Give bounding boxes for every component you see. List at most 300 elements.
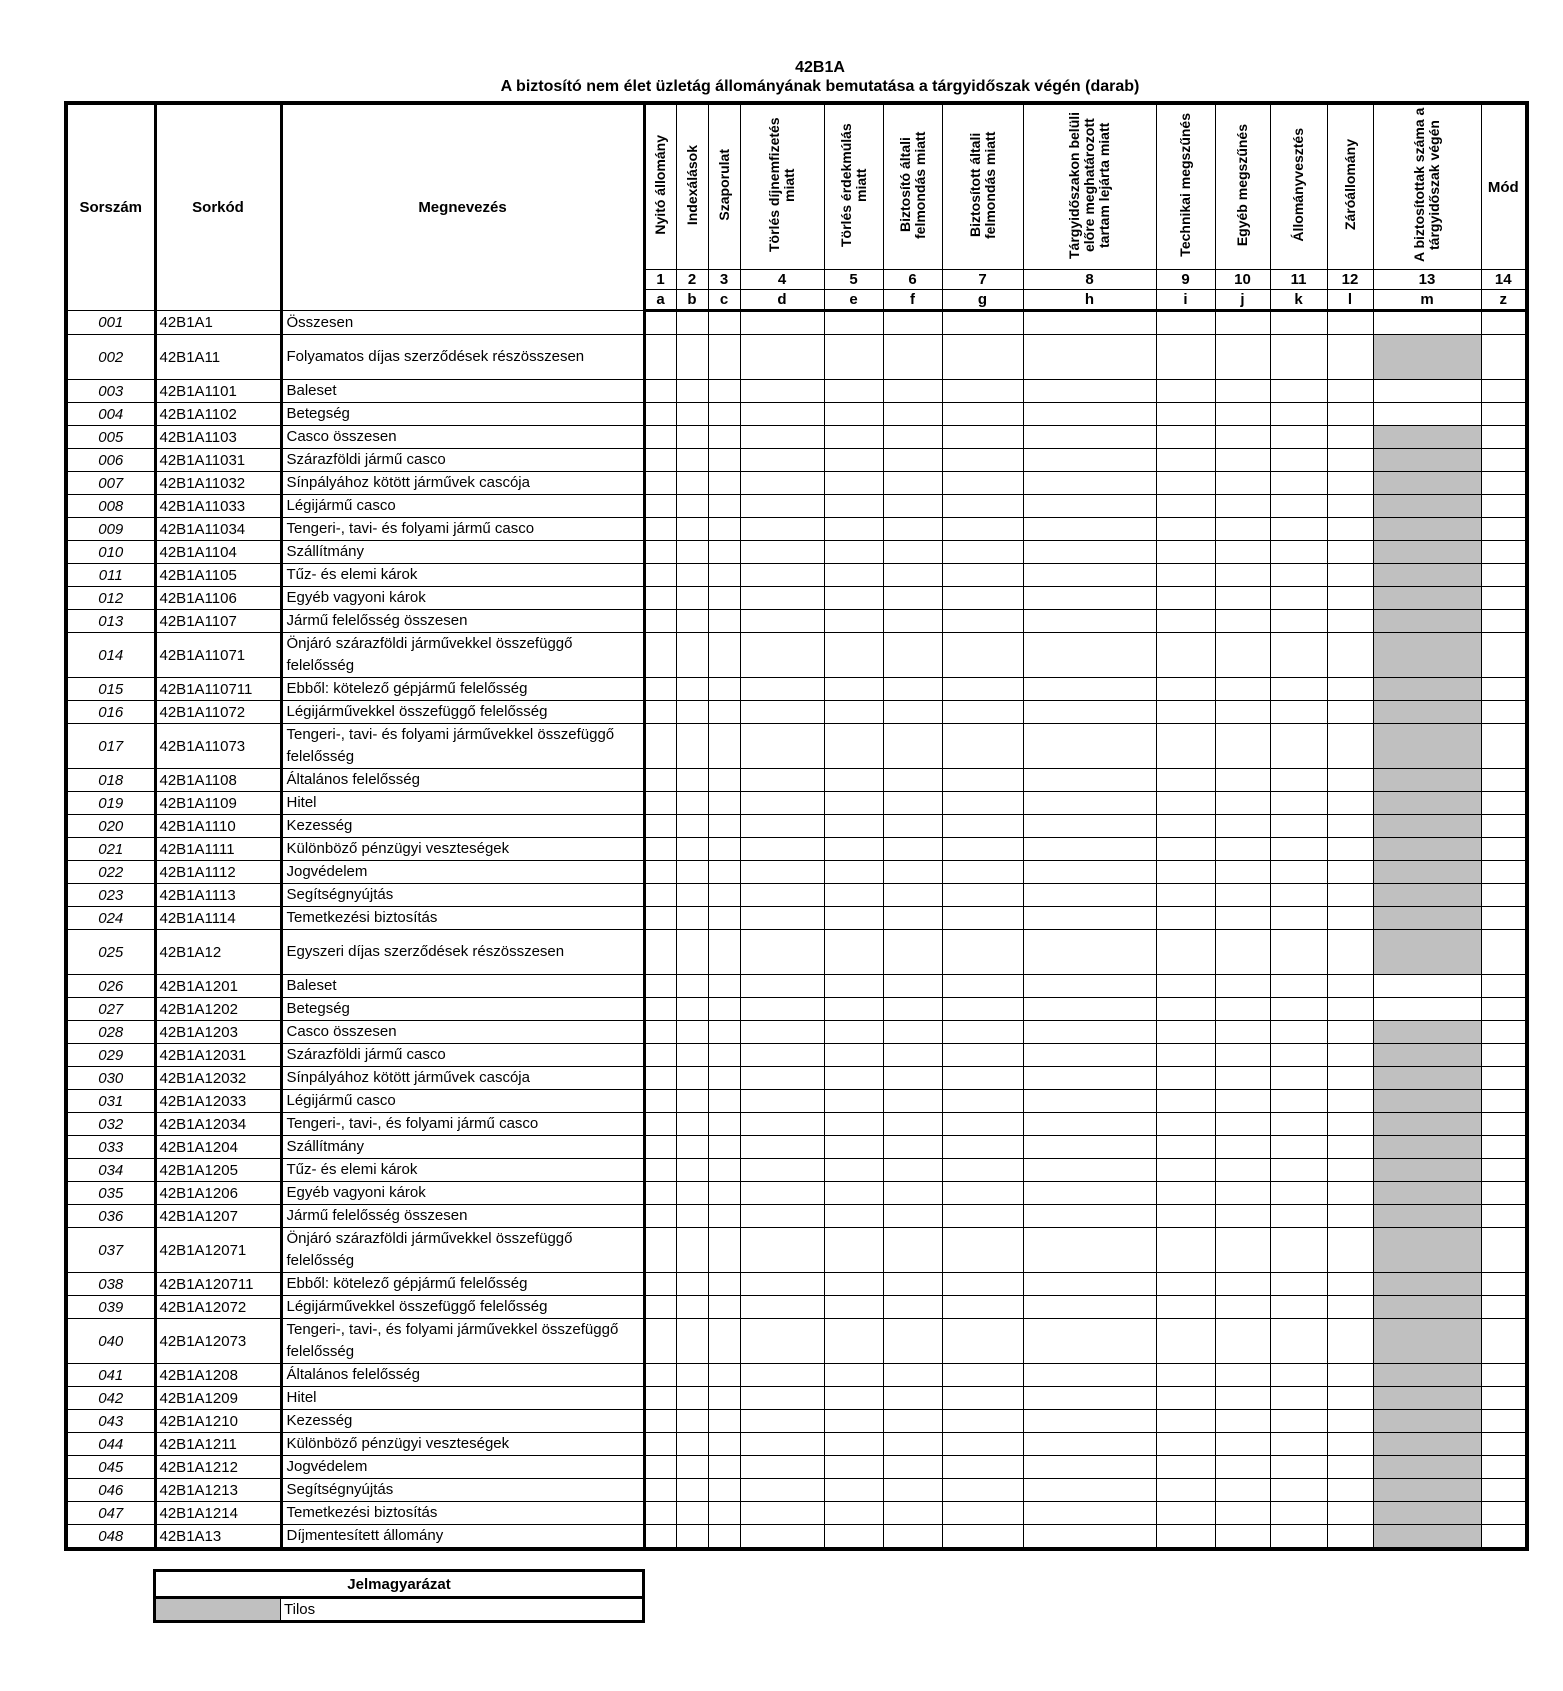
value-cell-c[interactable] xyxy=(708,1159,740,1182)
value-cell-f[interactable] xyxy=(883,1228,942,1273)
value-cell-z[interactable] xyxy=(1481,1205,1527,1228)
value-cell-e[interactable] xyxy=(824,907,883,930)
value-cell-g[interactable] xyxy=(942,769,1023,792)
value-cell-a[interactable] xyxy=(644,495,676,518)
value-cell-l[interactable] xyxy=(1327,1525,1373,1550)
value-cell-c[interactable] xyxy=(708,541,740,564)
value-cell-d[interactable] xyxy=(740,678,824,701)
value-cell-b[interactable] xyxy=(676,998,708,1021)
value-cell-h[interactable] xyxy=(1023,426,1156,449)
value-cell-h[interactable] xyxy=(1023,1090,1156,1113)
value-cell-e[interactable] xyxy=(824,861,883,884)
value-cell-b[interactable] xyxy=(676,838,708,861)
value-cell-a[interactable] xyxy=(644,1525,676,1550)
value-cell-d[interactable] xyxy=(740,998,824,1021)
value-cell-j[interactable] xyxy=(1215,633,1270,678)
value-cell-b[interactable] xyxy=(676,564,708,587)
value-cell-j[interactable] xyxy=(1215,1387,1270,1410)
value-cell-a[interactable] xyxy=(644,564,676,587)
value-cell-i[interactable] xyxy=(1156,930,1215,975)
value-cell-e[interactable] xyxy=(824,838,883,861)
value-cell-h[interactable] xyxy=(1023,930,1156,975)
value-cell-i[interactable] xyxy=(1156,1456,1215,1479)
value-cell-i[interactable] xyxy=(1156,1182,1215,1205)
value-cell-m[interactable] xyxy=(1373,998,1481,1021)
value-cell-j[interactable] xyxy=(1215,1182,1270,1205)
value-cell-a[interactable] xyxy=(644,1410,676,1433)
value-cell-h[interactable] xyxy=(1023,610,1156,633)
value-cell-c[interactable] xyxy=(708,1228,740,1273)
value-cell-b[interactable] xyxy=(676,930,708,975)
value-cell-z[interactable] xyxy=(1481,335,1527,380)
value-cell-d[interactable] xyxy=(740,838,824,861)
value-cell-e[interactable] xyxy=(824,449,883,472)
value-cell-z[interactable] xyxy=(1481,449,1527,472)
value-cell-h[interactable] xyxy=(1023,1525,1156,1550)
value-cell-c[interactable] xyxy=(708,633,740,678)
value-cell-i[interactable] xyxy=(1156,792,1215,815)
value-cell-c[interactable] xyxy=(708,998,740,1021)
value-cell-e[interactable] xyxy=(824,1387,883,1410)
value-cell-z[interactable] xyxy=(1481,1433,1527,1456)
value-cell-f[interactable] xyxy=(883,861,942,884)
value-cell-c[interactable] xyxy=(708,907,740,930)
value-cell-h[interactable] xyxy=(1023,1182,1156,1205)
value-cell-h[interactable] xyxy=(1023,1296,1156,1319)
value-cell-f[interactable] xyxy=(883,633,942,678)
value-cell-j[interactable] xyxy=(1215,861,1270,884)
value-cell-j[interactable] xyxy=(1215,587,1270,610)
value-cell-z[interactable] xyxy=(1481,1228,1527,1273)
value-cell-h[interactable] xyxy=(1023,1044,1156,1067)
value-cell-c[interactable] xyxy=(708,1433,740,1456)
value-cell-g[interactable] xyxy=(942,1044,1023,1067)
value-cell-k[interactable] xyxy=(1270,930,1327,975)
value-cell-l[interactable] xyxy=(1327,884,1373,907)
value-cell-b[interactable] xyxy=(676,1228,708,1273)
value-cell-a[interactable] xyxy=(644,426,676,449)
value-cell-d[interactable] xyxy=(740,1021,824,1044)
value-cell-f[interactable] xyxy=(883,541,942,564)
value-cell-l[interactable] xyxy=(1327,1182,1373,1205)
value-cell-k[interactable] xyxy=(1270,472,1327,495)
value-cell-e[interactable] xyxy=(824,1479,883,1502)
value-cell-g[interactable] xyxy=(942,1296,1023,1319)
value-cell-f[interactable] xyxy=(883,792,942,815)
value-cell-z[interactable] xyxy=(1481,838,1527,861)
value-cell-z[interactable] xyxy=(1481,633,1527,678)
value-cell-e[interactable] xyxy=(824,769,883,792)
value-cell-a[interactable] xyxy=(644,1021,676,1044)
value-cell-m[interactable] xyxy=(1373,403,1481,426)
value-cell-h[interactable] xyxy=(1023,815,1156,838)
value-cell-c[interactable] xyxy=(708,426,740,449)
value-cell-h[interactable] xyxy=(1023,1067,1156,1090)
value-cell-d[interactable] xyxy=(740,1319,824,1364)
value-cell-z[interactable] xyxy=(1481,564,1527,587)
value-cell-z[interactable] xyxy=(1481,1113,1527,1136)
value-cell-h[interactable] xyxy=(1023,403,1156,426)
value-cell-k[interactable] xyxy=(1270,1205,1327,1228)
value-cell-l[interactable] xyxy=(1327,1319,1373,1364)
value-cell-d[interactable] xyxy=(740,1182,824,1205)
value-cell-h[interactable] xyxy=(1023,495,1156,518)
value-cell-g[interactable] xyxy=(942,792,1023,815)
value-cell-g[interactable] xyxy=(942,930,1023,975)
value-cell-f[interactable] xyxy=(883,472,942,495)
value-cell-a[interactable] xyxy=(644,975,676,998)
value-cell-f[interactable] xyxy=(883,1296,942,1319)
value-cell-k[interactable] xyxy=(1270,678,1327,701)
value-cell-l[interactable] xyxy=(1327,1205,1373,1228)
value-cell-g[interactable] xyxy=(942,975,1023,998)
value-cell-b[interactable] xyxy=(676,335,708,380)
value-cell-h[interactable] xyxy=(1023,335,1156,380)
value-cell-e[interactable] xyxy=(824,564,883,587)
value-cell-l[interactable] xyxy=(1327,587,1373,610)
value-cell-h[interactable] xyxy=(1023,633,1156,678)
value-cell-z[interactable] xyxy=(1481,1067,1527,1090)
value-cell-b[interactable] xyxy=(676,1364,708,1387)
value-cell-i[interactable] xyxy=(1156,311,1215,335)
value-cell-k[interactable] xyxy=(1270,884,1327,907)
value-cell-g[interactable] xyxy=(942,472,1023,495)
value-cell-k[interactable] xyxy=(1270,1136,1327,1159)
value-cell-a[interactable] xyxy=(644,769,676,792)
value-cell-i[interactable] xyxy=(1156,541,1215,564)
value-cell-c[interactable] xyxy=(708,975,740,998)
value-cell-e[interactable] xyxy=(824,1273,883,1296)
value-cell-j[interactable] xyxy=(1215,311,1270,335)
value-cell-l[interactable] xyxy=(1327,403,1373,426)
value-cell-l[interactable] xyxy=(1327,610,1373,633)
value-cell-i[interactable] xyxy=(1156,1136,1215,1159)
value-cell-f[interactable] xyxy=(883,1387,942,1410)
value-cell-z[interactable] xyxy=(1481,1479,1527,1502)
value-cell-i[interactable] xyxy=(1156,380,1215,403)
value-cell-c[interactable] xyxy=(708,724,740,769)
value-cell-h[interactable] xyxy=(1023,1387,1156,1410)
value-cell-z[interactable] xyxy=(1481,1296,1527,1319)
value-cell-e[interactable] xyxy=(824,1136,883,1159)
value-cell-h[interactable] xyxy=(1023,449,1156,472)
value-cell-a[interactable] xyxy=(644,1136,676,1159)
value-cell-e[interactable] xyxy=(824,792,883,815)
value-cell-j[interactable] xyxy=(1215,541,1270,564)
value-cell-d[interactable] xyxy=(740,1387,824,1410)
value-cell-b[interactable] xyxy=(676,1044,708,1067)
value-cell-g[interactable] xyxy=(942,403,1023,426)
value-cell-l[interactable] xyxy=(1327,792,1373,815)
value-cell-g[interactable] xyxy=(942,838,1023,861)
value-cell-b[interactable] xyxy=(676,426,708,449)
value-cell-z[interactable] xyxy=(1481,1410,1527,1433)
value-cell-f[interactable] xyxy=(883,449,942,472)
value-cell-g[interactable] xyxy=(942,884,1023,907)
value-cell-a[interactable] xyxy=(644,1205,676,1228)
value-cell-z[interactable] xyxy=(1481,518,1527,541)
value-cell-z[interactable] xyxy=(1481,610,1527,633)
value-cell-d[interactable] xyxy=(740,426,824,449)
value-cell-k[interactable] xyxy=(1270,335,1327,380)
value-cell-e[interactable] xyxy=(824,1159,883,1182)
value-cell-a[interactable] xyxy=(644,724,676,769)
value-cell-i[interactable] xyxy=(1156,1273,1215,1296)
value-cell-a[interactable] xyxy=(644,1113,676,1136)
value-cell-g[interactable] xyxy=(942,998,1023,1021)
value-cell-c[interactable] xyxy=(708,1296,740,1319)
value-cell-l[interactable] xyxy=(1327,1502,1373,1525)
value-cell-d[interactable] xyxy=(740,1273,824,1296)
value-cell-c[interactable] xyxy=(708,792,740,815)
value-cell-j[interactable] xyxy=(1215,1525,1270,1550)
value-cell-k[interactable] xyxy=(1270,587,1327,610)
value-cell-c[interactable] xyxy=(708,1502,740,1525)
value-cell-l[interactable] xyxy=(1327,1456,1373,1479)
value-cell-g[interactable] xyxy=(942,311,1023,335)
value-cell-g[interactable] xyxy=(942,541,1023,564)
value-cell-j[interactable] xyxy=(1215,884,1270,907)
value-cell-i[interactable] xyxy=(1156,1364,1215,1387)
value-cell-c[interactable] xyxy=(708,610,740,633)
value-cell-e[interactable] xyxy=(824,426,883,449)
value-cell-d[interactable] xyxy=(740,1502,824,1525)
value-cell-c[interactable] xyxy=(708,701,740,724)
value-cell-z[interactable] xyxy=(1481,1159,1527,1182)
value-cell-z[interactable] xyxy=(1481,472,1527,495)
value-cell-k[interactable] xyxy=(1270,724,1327,769)
value-cell-c[interactable] xyxy=(708,472,740,495)
value-cell-k[interactable] xyxy=(1270,1273,1327,1296)
value-cell-k[interactable] xyxy=(1270,311,1327,335)
value-cell-g[interactable] xyxy=(942,861,1023,884)
value-cell-d[interactable] xyxy=(740,1113,824,1136)
value-cell-j[interactable] xyxy=(1215,1296,1270,1319)
value-cell-j[interactable] xyxy=(1215,724,1270,769)
value-cell-k[interactable] xyxy=(1270,1159,1327,1182)
value-cell-c[interactable] xyxy=(708,1090,740,1113)
value-cell-z[interactable] xyxy=(1481,792,1527,815)
value-cell-b[interactable] xyxy=(676,1525,708,1550)
value-cell-a[interactable] xyxy=(644,1228,676,1273)
value-cell-f[interactable] xyxy=(883,769,942,792)
value-cell-c[interactable] xyxy=(708,1525,740,1550)
value-cell-f[interactable] xyxy=(883,907,942,930)
value-cell-e[interactable] xyxy=(824,930,883,975)
value-cell-m[interactable] xyxy=(1373,975,1481,998)
value-cell-k[interactable] xyxy=(1270,426,1327,449)
value-cell-d[interactable] xyxy=(740,930,824,975)
value-cell-d[interactable] xyxy=(740,1364,824,1387)
value-cell-e[interactable] xyxy=(824,472,883,495)
value-cell-e[interactable] xyxy=(824,1228,883,1273)
value-cell-d[interactable] xyxy=(740,861,824,884)
value-cell-c[interactable] xyxy=(708,930,740,975)
value-cell-g[interactable] xyxy=(942,1228,1023,1273)
value-cell-c[interactable] xyxy=(708,1456,740,1479)
value-cell-k[interactable] xyxy=(1270,907,1327,930)
value-cell-i[interactable] xyxy=(1156,1296,1215,1319)
value-cell-i[interactable] xyxy=(1156,1205,1215,1228)
value-cell-z[interactable] xyxy=(1481,724,1527,769)
value-cell-j[interactable] xyxy=(1215,975,1270,998)
value-cell-j[interactable] xyxy=(1215,1319,1270,1364)
value-cell-j[interactable] xyxy=(1215,1067,1270,1090)
value-cell-a[interactable] xyxy=(644,1296,676,1319)
value-cell-j[interactable] xyxy=(1215,518,1270,541)
value-cell-e[interactable] xyxy=(824,1525,883,1550)
value-cell-j[interactable] xyxy=(1215,907,1270,930)
value-cell-z[interactable] xyxy=(1481,815,1527,838)
value-cell-a[interactable] xyxy=(644,792,676,815)
value-cell-b[interactable] xyxy=(676,975,708,998)
value-cell-e[interactable] xyxy=(824,541,883,564)
value-cell-h[interactable] xyxy=(1023,724,1156,769)
value-cell-l[interactable] xyxy=(1327,815,1373,838)
value-cell-d[interactable] xyxy=(740,792,824,815)
value-cell-g[interactable] xyxy=(942,1067,1023,1090)
value-cell-a[interactable] xyxy=(644,998,676,1021)
value-cell-b[interactable] xyxy=(676,1387,708,1410)
value-cell-b[interactable] xyxy=(676,1273,708,1296)
value-cell-j[interactable] xyxy=(1215,838,1270,861)
value-cell-c[interactable] xyxy=(708,1182,740,1205)
value-cell-d[interactable] xyxy=(740,815,824,838)
value-cell-a[interactable] xyxy=(644,403,676,426)
value-cell-h[interactable] xyxy=(1023,1319,1156,1364)
value-cell-j[interactable] xyxy=(1215,1021,1270,1044)
value-cell-g[interactable] xyxy=(942,1136,1023,1159)
value-cell-g[interactable] xyxy=(942,1364,1023,1387)
value-cell-k[interactable] xyxy=(1270,633,1327,678)
value-cell-a[interactable] xyxy=(644,861,676,884)
value-cell-d[interactable] xyxy=(740,1296,824,1319)
value-cell-j[interactable] xyxy=(1215,564,1270,587)
value-cell-a[interactable] xyxy=(644,678,676,701)
value-cell-z[interactable] xyxy=(1481,403,1527,426)
value-cell-d[interactable] xyxy=(740,380,824,403)
value-cell-k[interactable] xyxy=(1270,1296,1327,1319)
value-cell-i[interactable] xyxy=(1156,1159,1215,1182)
value-cell-c[interactable] xyxy=(708,1410,740,1433)
value-cell-z[interactable] xyxy=(1481,495,1527,518)
value-cell-d[interactable] xyxy=(740,610,824,633)
value-cell-l[interactable] xyxy=(1327,1228,1373,1273)
value-cell-c[interactable] xyxy=(708,403,740,426)
value-cell-h[interactable] xyxy=(1023,1021,1156,1044)
value-cell-d[interactable] xyxy=(740,1410,824,1433)
value-cell-j[interactable] xyxy=(1215,769,1270,792)
value-cell-b[interactable] xyxy=(676,678,708,701)
value-cell-c[interactable] xyxy=(708,564,740,587)
value-cell-b[interactable] xyxy=(676,1479,708,1502)
value-cell-e[interactable] xyxy=(824,1182,883,1205)
value-cell-b[interactable] xyxy=(676,380,708,403)
value-cell-g[interactable] xyxy=(942,907,1023,930)
value-cell-m[interactable] xyxy=(1373,311,1481,335)
value-cell-k[interactable] xyxy=(1270,1044,1327,1067)
value-cell-b[interactable] xyxy=(676,495,708,518)
value-cell-a[interactable] xyxy=(644,815,676,838)
value-cell-j[interactable] xyxy=(1215,930,1270,975)
value-cell-k[interactable] xyxy=(1270,1433,1327,1456)
value-cell-f[interactable] xyxy=(883,1090,942,1113)
value-cell-k[interactable] xyxy=(1270,861,1327,884)
value-cell-h[interactable] xyxy=(1023,311,1156,335)
value-cell-k[interactable] xyxy=(1270,1113,1327,1136)
value-cell-z[interactable] xyxy=(1481,907,1527,930)
value-cell-h[interactable] xyxy=(1023,1228,1156,1273)
value-cell-l[interactable] xyxy=(1327,1113,1373,1136)
value-cell-b[interactable] xyxy=(676,311,708,335)
value-cell-e[interactable] xyxy=(824,701,883,724)
value-cell-k[interactable] xyxy=(1270,1387,1327,1410)
value-cell-f[interactable] xyxy=(883,724,942,769)
value-cell-a[interactable] xyxy=(644,633,676,678)
value-cell-l[interactable] xyxy=(1327,1136,1373,1159)
value-cell-g[interactable] xyxy=(942,1319,1023,1364)
value-cell-g[interactable] xyxy=(942,1090,1023,1113)
value-cell-j[interactable] xyxy=(1215,1479,1270,1502)
value-cell-g[interactable] xyxy=(942,380,1023,403)
value-cell-b[interactable] xyxy=(676,884,708,907)
value-cell-j[interactable] xyxy=(1215,1228,1270,1273)
value-cell-l[interactable] xyxy=(1327,724,1373,769)
value-cell-d[interactable] xyxy=(740,633,824,678)
value-cell-g[interactable] xyxy=(942,564,1023,587)
value-cell-i[interactable] xyxy=(1156,1021,1215,1044)
value-cell-z[interactable] xyxy=(1481,930,1527,975)
value-cell-f[interactable] xyxy=(883,701,942,724)
value-cell-g[interactable] xyxy=(942,633,1023,678)
value-cell-i[interactable] xyxy=(1156,335,1215,380)
value-cell-l[interactable] xyxy=(1327,1387,1373,1410)
value-cell-i[interactable] xyxy=(1156,426,1215,449)
value-cell-c[interactable] xyxy=(708,449,740,472)
value-cell-k[interactable] xyxy=(1270,975,1327,998)
value-cell-c[interactable] xyxy=(708,495,740,518)
value-cell-g[interactable] xyxy=(942,678,1023,701)
value-cell-b[interactable] xyxy=(676,518,708,541)
value-cell-d[interactable] xyxy=(740,472,824,495)
value-cell-a[interactable] xyxy=(644,610,676,633)
value-cell-b[interactable] xyxy=(676,701,708,724)
value-cell-g[interactable] xyxy=(942,1502,1023,1525)
value-cell-a[interactable] xyxy=(644,884,676,907)
value-cell-k[interactable] xyxy=(1270,792,1327,815)
value-cell-a[interactable] xyxy=(644,518,676,541)
value-cell-g[interactable] xyxy=(942,1182,1023,1205)
value-cell-a[interactable] xyxy=(644,335,676,380)
value-cell-g[interactable] xyxy=(942,518,1023,541)
value-cell-i[interactable] xyxy=(1156,1387,1215,1410)
value-cell-c[interactable] xyxy=(708,678,740,701)
value-cell-f[interactable] xyxy=(883,1319,942,1364)
value-cell-g[interactable] xyxy=(942,1113,1023,1136)
value-cell-i[interactable] xyxy=(1156,815,1215,838)
value-cell-a[interactable] xyxy=(644,1433,676,1456)
value-cell-e[interactable] xyxy=(824,678,883,701)
value-cell-i[interactable] xyxy=(1156,1067,1215,1090)
value-cell-c[interactable] xyxy=(708,1387,740,1410)
value-cell-i[interactable] xyxy=(1156,1525,1215,1550)
value-cell-b[interactable] xyxy=(676,1113,708,1136)
value-cell-k[interactable] xyxy=(1270,1090,1327,1113)
value-cell-g[interactable] xyxy=(942,1021,1023,1044)
value-cell-b[interactable] xyxy=(676,541,708,564)
value-cell-b[interactable] xyxy=(676,769,708,792)
value-cell-b[interactable] xyxy=(676,1502,708,1525)
